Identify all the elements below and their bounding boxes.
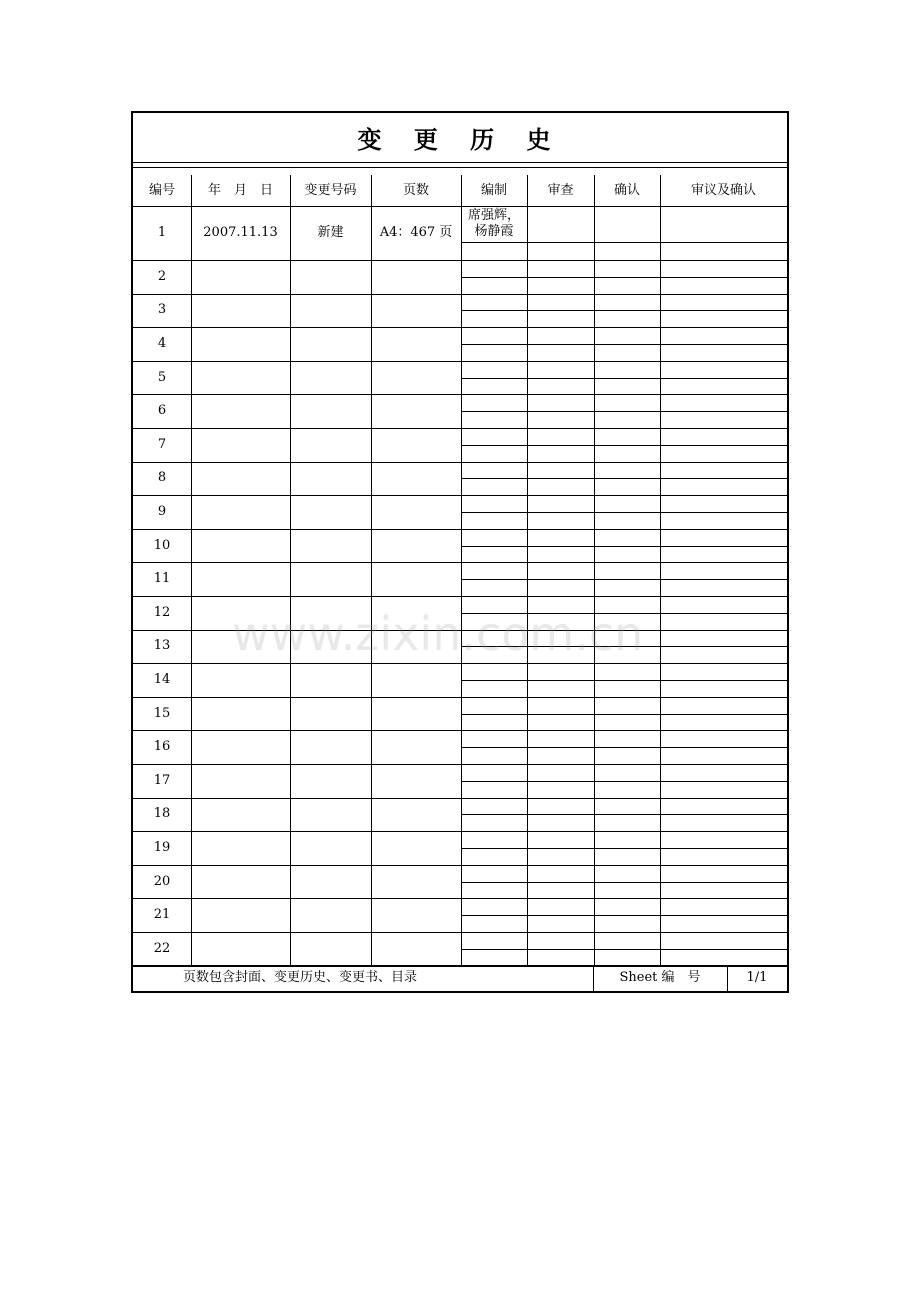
row-number: 19 <box>153 839 171 855</box>
signature-subrow-rule <box>461 277 787 278</box>
column-header: 编制 <box>480 182 507 198</box>
signature-subrow-rule <box>461 344 787 345</box>
signature-subrow-rule <box>461 411 787 412</box>
row-rule <box>133 663 787 664</box>
row-number: 14 <box>153 671 171 687</box>
signature-subrow-rule <box>461 848 787 849</box>
row-rule <box>133 596 787 597</box>
row-number: 9 <box>157 503 167 519</box>
row-prepared-by: 席强辉，杨静霞 <box>467 208 520 239</box>
row-number: 12 <box>153 604 171 620</box>
signature-subrow-rule <box>461 242 787 243</box>
row-number: 17 <box>153 772 171 788</box>
row-rule <box>133 730 787 731</box>
row-number: 18 <box>153 806 171 822</box>
signature-subrow-rule <box>461 680 787 681</box>
column-header: 审查 <box>547 182 574 198</box>
signature-subrow-rule <box>461 949 787 950</box>
column-header: 确认 <box>613 182 640 198</box>
title-bar <box>133 113 787 163</box>
signature-subrow-rule <box>461 781 787 782</box>
row-rule <box>133 562 787 563</box>
signature-subrow-rule <box>461 646 787 647</box>
row-number: 10 <box>153 537 171 553</box>
row-rule <box>133 831 787 832</box>
row-rule <box>133 428 787 429</box>
row-number: 15 <box>153 705 171 721</box>
signature-subrow-rule <box>461 445 787 446</box>
row-number: 13 <box>153 638 171 654</box>
row-rule <box>133 630 787 631</box>
row-rule <box>133 260 787 261</box>
row-number: 4 <box>157 335 167 351</box>
row-number: 20 <box>153 873 171 889</box>
sheet-number: 1/1 <box>746 970 768 985</box>
row-rule <box>133 798 787 799</box>
row-number: 2 <box>157 268 167 284</box>
change-history-sheet <box>131 111 789 993</box>
footer-note: 页数包含封面、变更历史、变更书、目录 <box>183 970 418 985</box>
row-rule <box>133 865 787 866</box>
row-number: 21 <box>153 907 171 923</box>
row-rule <box>133 495 787 496</box>
row-rule <box>133 327 787 328</box>
row-rule <box>133 361 787 362</box>
signature-subrow-rule <box>461 310 787 311</box>
row-pages: A4：467 页 <box>379 225 453 240</box>
signature-subrow-rule <box>461 579 787 580</box>
column-header: 变更号码 <box>304 182 357 198</box>
row-rule <box>133 932 787 933</box>
row-number: 8 <box>157 470 167 486</box>
row-rule <box>133 529 787 530</box>
watermark: www.zixin.com.cn <box>232 607 644 661</box>
signature-subrow-rule <box>461 378 787 379</box>
title-divider <box>133 167 787 168</box>
row-number: 1 <box>157 225 167 240</box>
column-header: 年 月 日 <box>207 182 273 198</box>
row-number: 6 <box>157 403 167 419</box>
signature-subrow-rule <box>461 478 787 479</box>
column-header: 页数 <box>402 182 429 198</box>
signature-subrow-rule <box>461 882 787 883</box>
row-rule <box>133 462 787 463</box>
sheet-label: Sheet 编 号 <box>619 970 701 985</box>
row-number: 11 <box>153 571 171 587</box>
row-rule <box>133 764 787 765</box>
row-change-number: 新建 <box>317 225 344 240</box>
column-header: 审议及确认 <box>690 182 756 198</box>
row-rule <box>133 898 787 899</box>
signature-subrow-rule <box>461 714 787 715</box>
footer-row <box>133 965 787 991</box>
row-number: 5 <box>157 369 167 385</box>
row-rule <box>133 294 787 295</box>
row-number: 7 <box>157 436 167 452</box>
row-number: 16 <box>153 739 171 755</box>
signature-subrow-rule <box>461 747 787 748</box>
row-date: 2007.11.13 <box>203 225 278 240</box>
row-rule <box>133 697 787 698</box>
change-history-table <box>133 175 787 965</box>
signature-subrow-rule <box>461 613 787 614</box>
signature-subrow-rule <box>461 915 787 916</box>
row-number: 22 <box>153 940 171 956</box>
page-title: 变 更 历 史 <box>357 125 563 154</box>
signature-subrow-rule <box>461 546 787 547</box>
signature-subrow-rule <box>461 814 787 815</box>
signature-subrow-rule <box>461 512 787 513</box>
row-number: 3 <box>157 302 167 318</box>
row-rule <box>133 394 787 395</box>
column-header: 编号 <box>148 182 175 198</box>
